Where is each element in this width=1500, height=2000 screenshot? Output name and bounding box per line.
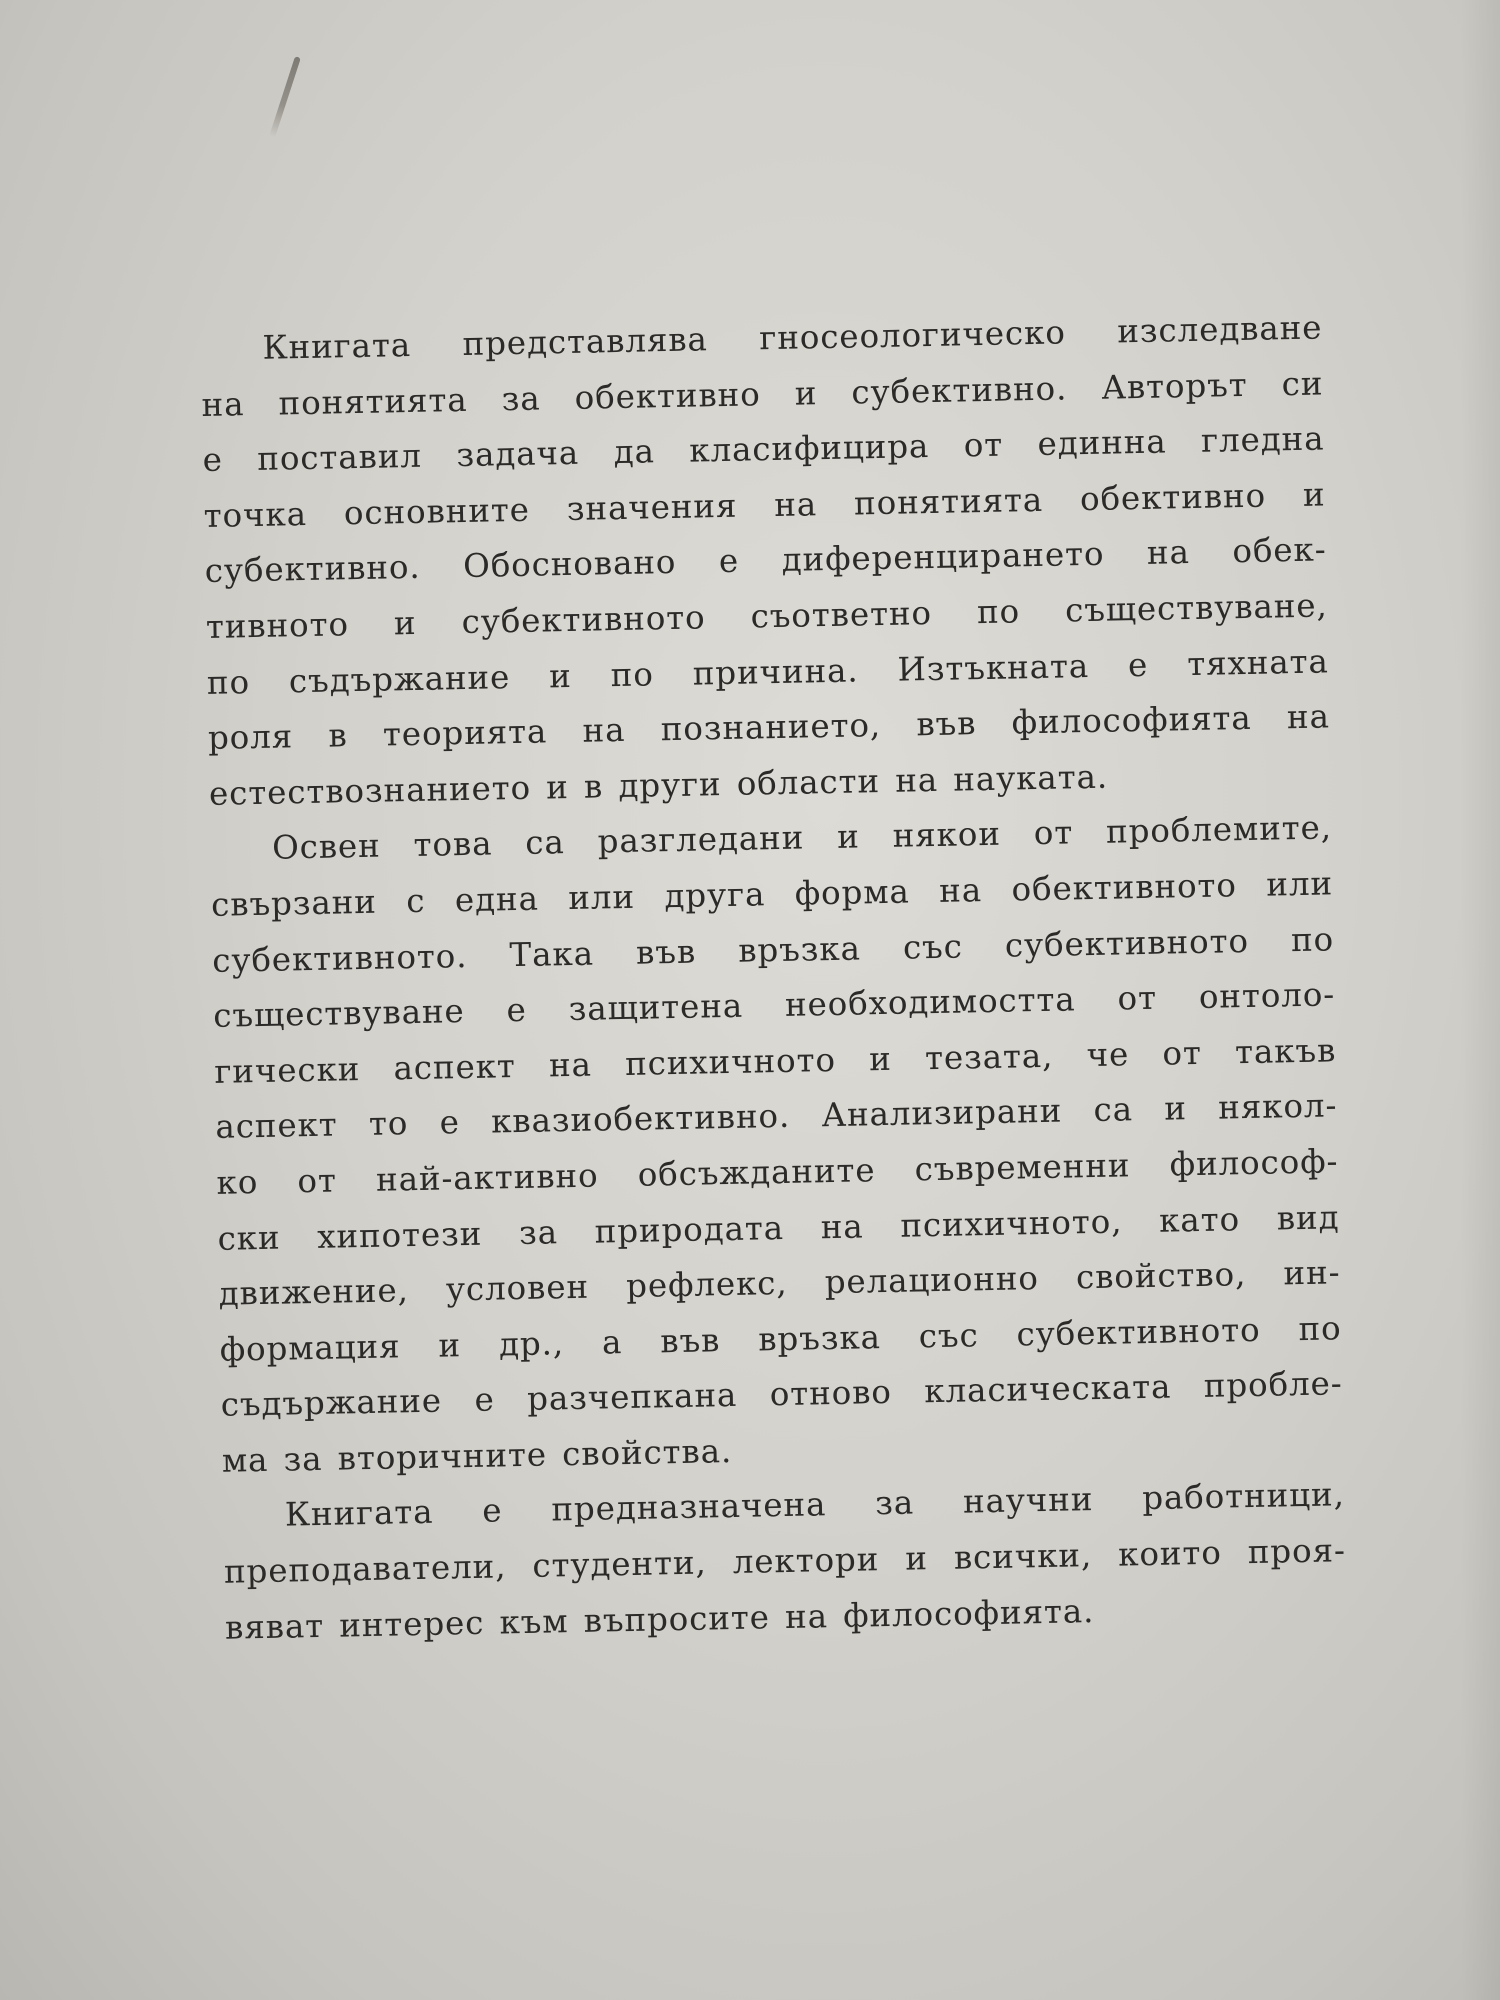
- text-line: вяват интерес към въпросите на философията.: [224, 1591, 1095, 1647]
- paragraph-2: [210, 801, 1345, 1490]
- text-line: естествознанието и в други области на науката.: [208, 757, 1109, 813]
- text-line: преподаватели, студенти, лектори и всички, които проя-: [223, 1531, 1347, 1591]
- text-line: Освен това са разгледани и някои от проблемите,: [271, 808, 1333, 868]
- text-line: движение, условен рефлекс, релационно свойство, ин-: [218, 1253, 1341, 1313]
- text-line: по съдържание и по причина. Изтъкната е тяхната: [206, 641, 1330, 702]
- ink-mark: [269, 56, 301, 138]
- text-line: субективното. Така във връзка със субективното по: [211, 919, 1335, 980]
- text-line: точка основните значения на понятията обективно и: [203, 475, 1326, 535]
- text-line: Книгата представлява гносеологическо изследване: [262, 308, 1323, 367]
- text-line: субективно. Обосновано е диференцирането на обек-: [204, 530, 1327, 591]
- text-line: гически аспект на психичното и тезата, че от такъв: [214, 1031, 1337, 1091]
- annotation-text: [200, 300, 1347, 1656]
- text-line: тивното и субективното съответно по съществуване,: [205, 586, 1329, 646]
- paragraph-3: [222, 1468, 1347, 1656]
- text-line: на понятията за обективно и субективно. Авторът си: [201, 364, 1324, 424]
- text-line: ски хипотези за природата на психичното, като вид: [217, 1197, 1340, 1258]
- text-line: е поставил задача да класифицира от единна гледна: [202, 419, 1325, 480]
- text-line: роля в теорията на познанието, във философията на: [207, 697, 1331, 758]
- text-line: ма за вторичните свойства.: [221, 1431, 733, 1480]
- text-line: аспект то е квазиобективно. Анализирани са и някол-: [215, 1086, 1338, 1147]
- text-line: съществуване е защитена необходимостта от онтоло-: [212, 975, 1336, 1035]
- text-line: Книгата е предназначена за научни работници,: [284, 1475, 1346, 1535]
- text-line: съдържание е разчепкана отново класическата пробле-: [220, 1364, 1343, 1425]
- text-line: ко от най-активно обсъжданите съвременни философ-: [216, 1142, 1339, 1202]
- text-line: свързани с една или друга форма на обективното или: [210, 864, 1334, 924]
- text-line: формация и др., а във връзка със субективното по: [219, 1308, 1342, 1369]
- paragraph-1: [200, 300, 1331, 822]
